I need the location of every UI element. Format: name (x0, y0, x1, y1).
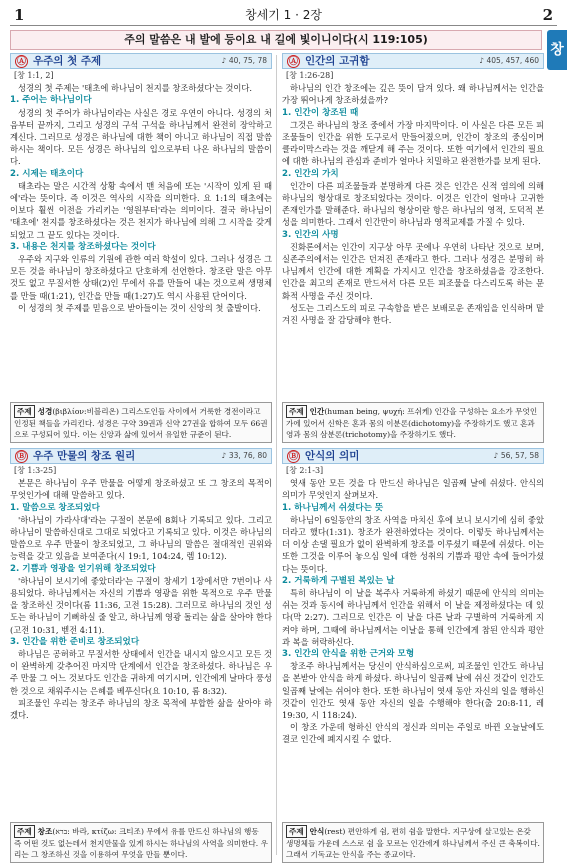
book-tab[interactable]: 창 (547, 30, 567, 70)
point-text: 특히 하나님이 이 날을 복주사 거룩하게 하셨기 때문에 안식의 의미는 쉬는 것과 동시에 하나님께서 인간을 위해서 이 날을 제정하셨다는 데 있다(막 2:27). 그러므로 인간은 이 날을 다른 날과 구별하여 거룩하게 지켜야 하며, 그때에 하나님께서는 이날을 통해 인간에게 참된 안식과 평안과 복을 허락하신다. (282, 588, 544, 647)
point-heading: 3. 인간을 위한 준비로 창조되었다 (10, 636, 140, 647)
gloss-text: (human being, ψυχή: 프쉬케) 인간을 구성하는 요소가 무엇인가에 있어서 신학은 혼과 몸의 이분론(dichotomy)을 주장하기도 했고 혼과 영과 몸의 삼분론(trichotomy)을 주장하기도 했다. (286, 407, 538, 439)
intro-text: 엿새 동안 모든 것을 다 만드신 하나님은 일곱째 날에 쉬셨다. 안식의 의미가 무엇인지 살펴보자. (282, 478, 544, 501)
section-title: 안식의 의미 (305, 449, 360, 462)
point-text: 그것은 하나님의 창조 중에서 가장 마지막이다. 이 사실은 다른 모든 피조물들이 인간을 위한 도구로서 만들어졌으며, 인간이 창조의 중심이며 클라이막스라는 것을 깨닫게 해 주는 것이다. 또한 여기에서 인간의 필요에 대한 하나님의 관심과 준비가 얼마나 치밀하고 완전한가를 보게 된다. (282, 119, 544, 167)
section-b-left (10, 448, 272, 721)
section-a-right (282, 53, 544, 326)
point-heading: 2. 기쁨과 영광을 얻기위해 창조되었다 (10, 563, 156, 574)
hymn-numbers: ♪ 33, 76, 80 (221, 450, 267, 460)
theme-verse: 주의 말씀은 내 발에 등이요 내 길에 빛이니이다(시 119:105) (10, 30, 542, 50)
intro-text: 성경의 첫 주제는 '태초에 하나님이 천지를 창조하셨다'는 것이다. (18, 83, 253, 94)
gloss-tag: 주제 (14, 825, 35, 838)
section-b-right (282, 448, 544, 746)
point-text: 진화론에서는 인간이 지구상 아무 곳에나 우연히 나타난 것으로 보며, 실존주의에서는 인간은 던져진 존재라고 한다. 그러나 성경은 분명히 하나님께서 인간에 대한 계획을 가지시고 인간을 창조하셨음을 강조한다. 인간을 최고의 존재로 만드셔서 다른 모든 피조물을 다스리도록 하는 문화적 사명을 주신 것이다. (282, 241, 544, 301)
closing-text: 이 창조 가운데 형하신 안식의 정신과 의미는 주일로 바뀐 오늘날에도 결코 인간에 폐지시킬 수 없다. (282, 722, 544, 745)
gloss-term: 인간 (309, 407, 325, 416)
point-heading: 3. 인간의 사명 (282, 229, 339, 240)
scripture-ref: [창 2:1-3] (286, 466, 324, 475)
chapter-title: 창세기 1 · 2장 (245, 8, 322, 22)
closing-text: 성도는 그리스도의 피로 구속함을 받은 보배로운 존재임을 인식하며 맡겨진 사명을 잘 감당해야 한다. (282, 302, 544, 326)
point-heading: 1. 말씀으로 창조되었다 (10, 502, 100, 513)
gloss-text: (ברא: 바라, κτίζω: 크티조) 무에서 유를 만드신 하나님의 행동 즉 어떤 것도 없는데서 천지만물을 있게 하시는 하나님의 사역을 의미한다. 우리는 그 창조하신 것을 이용하여 무엇을 만들 뿐이다. (14, 827, 268, 859)
section-header (10, 448, 272, 464)
scripture-ref: [창 1:1, 2] (14, 71, 54, 80)
point-text: 우주와 지구와 인류의 기원에 관한 여러 학설이 있다. 그러나 성경은 그 모든 것을 하나님이 창조하셨다고 단호하게 선언한다. 창조란 말은 아무것도 없고 무질서한 상태(2)인 무에서 유를 만들어 내는 것으로써 생명체를 만들 때(1:21), 인간을 만들 때(1:27)도 역시 사용된 단어이다. (10, 254, 272, 301)
point-text: 창조주 하나님께서는 당신이 안식하심으로써, 피조물인 인간도 하나님을 본받아 안식을 하게 하셨다. 하나님이 일곱째 날에 쉬신 것같이 인간도 일곱째 날에는 쉬어야 한다. 또한 하나님이 엿새 동안 자신의 일을 행하신 것같이 인간도 엿새 동안 자신의 일을 수행해야 한다(출 20:8-11, 레 19:30, 시 118:24). (282, 661, 544, 721)
point-text: 하나님은 공허하고 무질서한 상태에서 인간을 내시지 않으시고 모든 것이 완벽하게 갖추어진 마지막 단계에서 인간을 창조하셨다. 하나님은 우주 만물 그 어느 것보다도 인간을 귀하게 여기시며, 인간에게 날마다 풍성한 것으로 채워주시는 은혜를 베푸신다(요 10:10, 롬 8:32). (10, 649, 272, 696)
section-header (10, 53, 272, 69)
header-rule (10, 25, 557, 26)
point-heading: 2. 인간의 가치 (282, 168, 339, 179)
gloss-text: (βιβλίον:비블리온) 그리스도인들 사이에서 거룩한 경전이라고 인정된 책들을 가리킨다. 성경은 구약 39권과 신약 27권을 합하여 모두 66권으로 구성되어 있다. 이는 신앙과 삶에 있어서 유일한 규준이 된다. (14, 407, 268, 439)
gloss-box (282, 402, 544, 443)
point-heading: 1. 주어는 하나님이다 (10, 95, 92, 106)
gloss-term: 창조 (37, 827, 53, 836)
gloss-box (282, 822, 544, 863)
scripture-ref: [창 1:3-25] (14, 466, 57, 475)
gloss-box (10, 402, 272, 443)
hymn-numbers: ♪ 40, 75, 78 (221, 55, 267, 65)
point-text: '하나님이 가라사대'라는 구절이 본문에 8회나 기록되고 있다. 그리고 하나님이 말씀하신대로 그대로 되었다고 기록되고 있다. 이것은 하나님의 말씀으로 우주 만물이 창조되었고, 그 하나님의 말씀은 절대적인 권위와 능력을 갖고 있음을 보여준다(시 19:1, 104:24, 렘 10:12). (10, 514, 272, 562)
page-number-left: 1 (14, 6, 25, 24)
intro-text: 하나님의 인간 창조에는 깊은 뜻이 담겨 있다. 왜 하나님께서는 인간을 가장 뛰어나게 창조하셨을까? (282, 83, 544, 106)
section-header (282, 53, 544, 69)
gloss-term: 성경 (37, 407, 53, 416)
hymn-numbers: ♪ 405, 457, 460 (479, 55, 539, 65)
section-title: 인간의 고귀함 (305, 54, 370, 67)
gloss-tag: 주제 (286, 825, 307, 838)
intro-text: 본문은 하나님이 우주 만물을 어떻게 창조하셨고 또 그 창조의 목적이 무엇인가에 대해 말씀하고 있다. (10, 478, 272, 501)
point-heading: 3. 인간의 안식을 위한 근거와 모형 (282, 649, 415, 660)
closing-text: 피조물인 우리는 창조주 하나님의 창조 목적에 부합한 삶을 살아야 하겠다. (10, 697, 272, 721)
section-title: 우주 만물의 창조 원리 (33, 449, 136, 462)
point-text: '하나님이 보시기에 좋았더라'는 구절이 창세기 1장에서만 7번이나 사용되었다. 하나님께서는 자신의 기쁨과 영광을 위한 목적으로 우주 만물을 창조하신 것이다(롬 11:36, 고전 15:28). 그러므로 하나님의 것인 성도는 하나님이 기뻐하실 줄 알고, 하나님께 영광 돌리는 삶을 살아야 한다(고전 10:31, 벧전 4:11). (10, 575, 272, 635)
section-badge: Ⓐ (16, 56, 26, 67)
gloss-term: 안식 (309, 827, 325, 836)
point-text: 하나님이 6일동안의 창조 사역을 마치신 후에 보니 보시기에 심히 좋았더라고 했다(1:31). 창조가 완전하였다는 것이다. 이렇듯 하나님께서는 더 이상 손댈 필요가 없이 완벽하게 창조를 이루셨기 때문에 쉬셨다. 이는 또한 그것을 이루어 놓으심 일에 대한 성취의 기쁨과 평안 속에 들어가셨다는 뜻이다. (282, 514, 544, 574)
gloss-box (10, 822, 272, 863)
gloss-tag: 주제 (14, 405, 35, 418)
hymn-numbers: ♪ 56, 57, 58 (493, 450, 539, 460)
section-badge: Ⓑ (16, 451, 26, 462)
point-text: 태초라는 말은 시간적 상황 속에서 맨 처음에 또는 '시작이 있게 된 때에'라는 뜻이다. 즉 이것은 역사의 시작을 의미한다. 요 1:1의 태초에는 이보다 훨씬 이전을 가리키는 '영원부터'라는 의미이다. 결국 하나님이 '태초에' 천지를 창조하셨다는 것은 천지가 하나님에 의해 그 시작을 갖게 되었고 그 끝도 있다는 것이다. (10, 180, 272, 240)
gloss-tag: 주제 (286, 405, 307, 418)
point-heading: 1. 인간이 창조된 때 (282, 107, 359, 118)
column-divider (276, 55, 277, 855)
section-badge: Ⓑ (288, 451, 298, 462)
scripture-ref: [창 1:26-28] (286, 71, 334, 80)
page-header (0, 0, 567, 30)
point-text: 인간이 다른 피조물들과 분명하게 다른 것은 인간은 신적 염의에 의해 하나님의 형상대로 창조되었다는 것이다. 이것은 인간이 얼마나 고귀한 존재인가를 말해준다. 하나님의 형상이란 항은 하나님의 영적, 도덕적 본성을 의미한다. 그래서 인간만이 하나님과 영적교제를 가질 수 있다. (282, 180, 544, 228)
point-heading: 2. 거룩하게 구별된 복있는 날 (282, 575, 395, 586)
page-number-right: 2 (542, 6, 553, 24)
closing-text: 이 성경의 첫 주제를 믿음으로 받아들이는 것이 신앙의 첫 출발이다. (18, 302, 261, 313)
section-title: 우주의 첫 주제 (33, 54, 102, 67)
point-heading: 2. 시제는 태초이다 (10, 168, 84, 179)
point-heading: 1. 하나님께서 쉬셨다는 뜻 (282, 502, 384, 513)
point-heading: 3. 내용은 천지를 창조하셨다는 것이다 (10, 241, 156, 252)
section-badge: Ⓐ (288, 56, 298, 67)
section-a-left (10, 53, 272, 314)
section-header (282, 448, 544, 464)
gloss-text: (rest) 편안하게 쉼, 편히 쉼을 말한다. 지구상에 살고있는 온갖 생명체들 가운데 스스로 쉼 을 모르는 인간에게 하나님께서 주신 큰 축복이다. 그래서 기독교는 안식을 주는 종교이다. (286, 827, 540, 859)
point-text: 성경의 첫 주어가 하나님이라는 사실은 경로 우연이 아니다. 성경의 처음부터 끝까지, 그리고 성경의 구석 구석을 하나님께서 완전히 장악하고 계신다. 그러므로 성경은 하나님에 대한 책이 아니고 하나님이 직접 말씀하시는 책이다. 모든 성경은 하나님의 입으로부터 나온 하나님의 말씀이다. (10, 107, 272, 167)
